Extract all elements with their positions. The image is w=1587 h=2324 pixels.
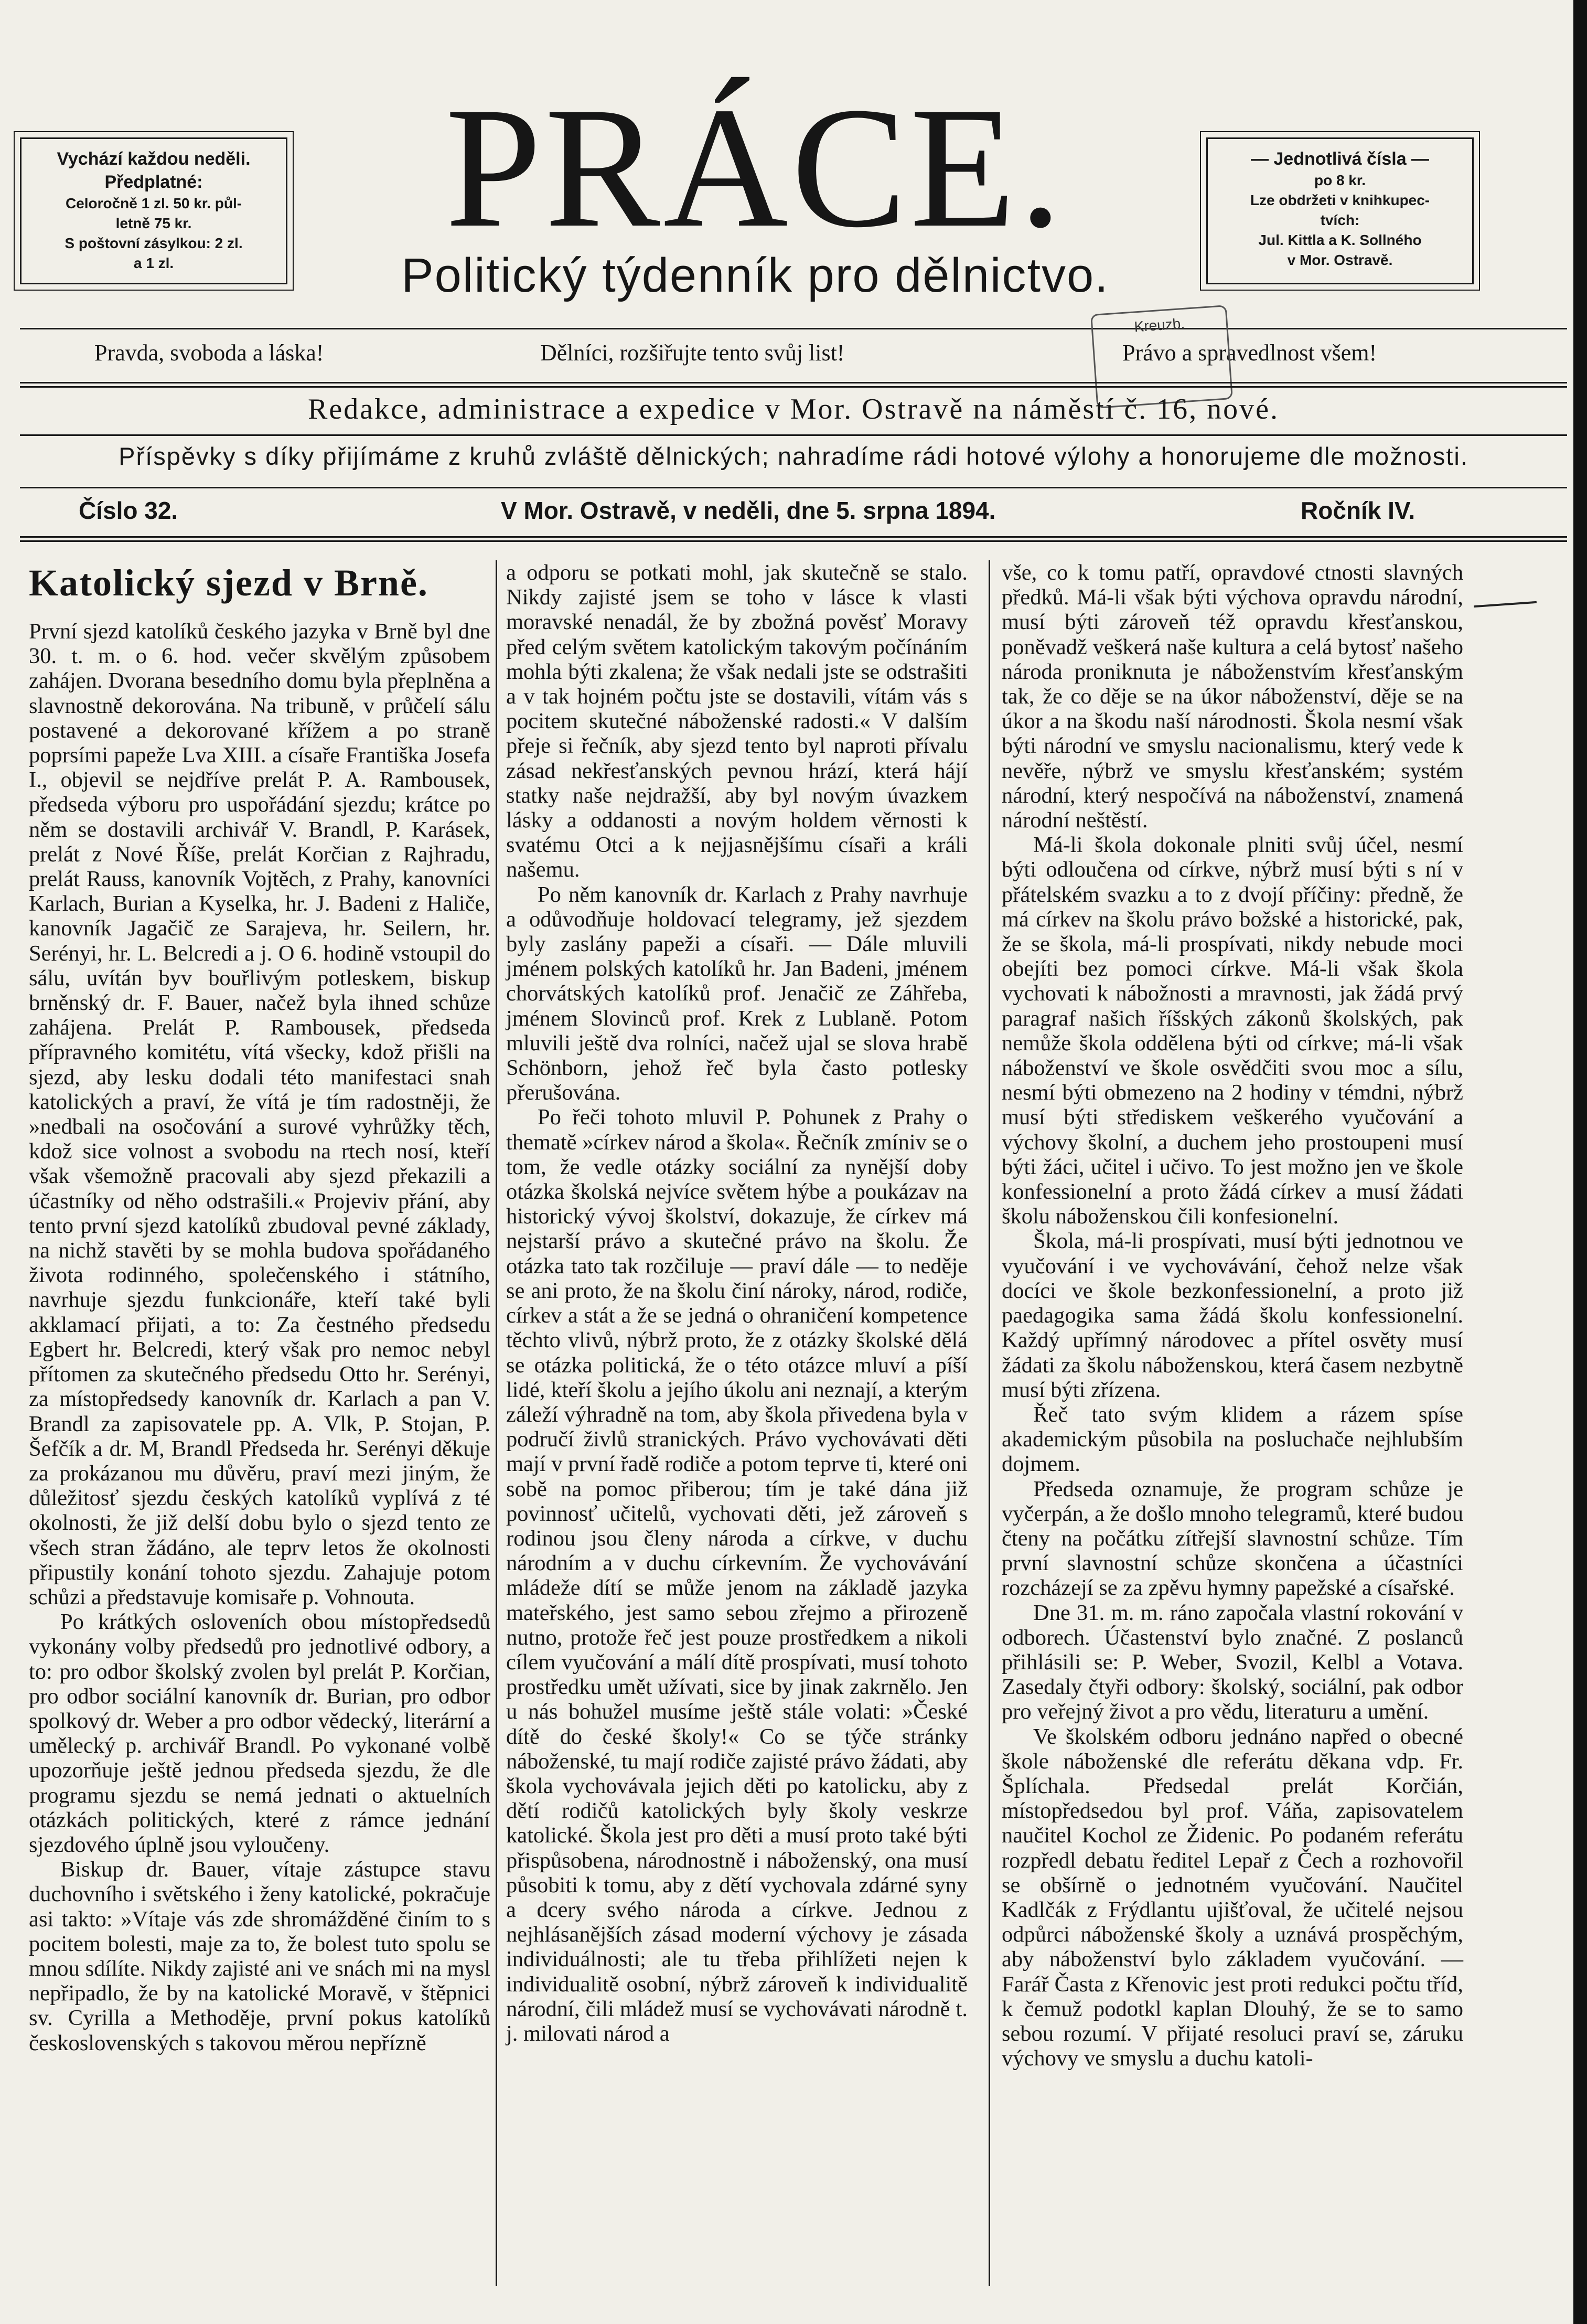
motto-left: Pravda, svoboda a láska!	[94, 340, 324, 366]
article-column-1	[29, 560, 490, 2055]
subscription-label: Předplatné:	[104, 172, 203, 192]
contributions-note: Příspěvky s díky přijímáme z kruhů zvláště dělnických; nahradíme rádi hotové výlohy a honorujeme dle možnosti.	[119, 442, 1468, 470]
subscription-line: letně 75 kr.	[115, 215, 192, 231]
divider	[20, 536, 1567, 538]
single-issue-box	[1206, 137, 1474, 284]
issue-date: V Mor. Ostravě, v neděli, dne 5. srpna 1894.	[501, 497, 996, 524]
single-issue-heading: — Jednotlivá čísla —	[1250, 149, 1430, 169]
article-paragraph: Po krátkých osloveních obou místopředsedů vykonány volby předsedů pro jednotlivé odbory, a to: pro odbor školský zvolen byl prelát P. Korčian, pro odbor sociální kanovník dr. Burian, pro odbor spolkový dr. Weber a pro odbor vědecký, literární a umělecký p. archivář Brandl. Po vykonané volbě upozorňuje ještě jednou předseda sjezdu, že dle programu sjezdu se nemá jednati o aktuelních otázkách politických, které z rámce jednání sjezdového úplně jsou vyloučeny.	[29, 1609, 490, 1857]
editorial-address: Redakce, administrace a expedice v Mor. Ostravě na náměstí č. 16, nové.	[308, 393, 1279, 425]
article-paragraph: a odporu se potkati mohl, jak skutečně se stalo. Nikdy zajisté jsem se toho v lásce k vlasti moravské nenadál, že by zbožná pověsť Moravy před celým světem katolickým takovým počínáním mohla býti zkalena; že však nedali jste se odstrašiti a v tak hojném počtu jste se dostavili, vítám vás s pocitem skutečné náboženské radosti.« V dalším přeje si řečník, aby sjezd tento byl naproti přívalu zásad nekřesťanských pevnou hrází, která hájí statky naše nejdražší, aby byl novým úvazkem lásky a oddanosti a novým holdem věrnosti k svatému Otci a k nejjasnějšímu císaři a králi našemu.	[506, 560, 968, 882]
subscription-line: S poštovní zásylkou: 2 zl.	[65, 235, 243, 251]
article-paragraph: Biskup dr. Bauer, vítaje zástupce stavu duchovního i světského i ženy katolické, pokračuje asi takto: »Vítaje vás zde shromážděné činím to s pocitem bolesti, maje za to, že bolest tuto spolu se mnou sdílíte. Nikdy zajisté ani ve snách mi na mysl nepřipadlo, že by na katolické Moravě, v štěpnici sv. Cyrilla a Methoděje, první pokus katolíků československých s takovou měrou nepřízně	[29, 1857, 490, 2055]
single-issue-line: tvích:	[1320, 212, 1360, 228]
newspaper-subtitle: Politický týdenník pro dělnictvo.	[401, 249, 1109, 302]
article-paragraph: První sjezd katolíků českého jazyka v Brně byl dne 30. t. m. o 6. hod. večer skvělým způsobem zahájen. Dvorana besedního domu byla přeplněna a slavnostně dekorována. Na tribuně, v průčelí sálu postavené a dekorované křížem a po straně poprsími papeže Lva XIII. a císaře Františka Josefa I., objevil se nejdříve prelát P. A. Rambousek, předseda výboru pro uspořádání sjezdu; krátce po něm se dostavili archivář V. Brandl, P. Karásek, prelát z Nové Říše, prelát Korčian z Rajhradu, prelát Rauss, kanovník Vojtěch, z Prahy, kanovníci Karlach, Burian a Kyselka, hr. J. Badeni z Haliče, kanovník Jagačič ze Sarajeva, hr. Seilern, hr. Serényi, hr. L. Belcredi a j. O 6. hodině vstoupil do sálu, uvítán byv bouřlivým potleskem, biskup brněnský dr. F. Bauer, načež byla ihned schůze zahájena. Prelát P. Rambousek, předseda přípravného komitétu, vítá všecky, kdož přišli na sjezd, aby lesku dodali této manifestaci snah katolických a praví, že vítá je tím radostněji, že »nedbali na osočování a surové vyhrůžky těch, kdož sice volnost a svobodu na rtech nosí, kteří však všemožně pracovali aby sjezd překazili a účastníky od něho odstrašili.« Projeviv přání, aby tento první sjezd katolíků zbudoval pevné základy, na nichž stavěti by se mohla budova spořádaného života rodinného, společenského i státního, navrhuje sjezdu funkcionáře, kteří také byli akklamací přijati, a to: Za čestného předsedu Egbert hr. Belcredi, který však pro nemoc nebyl přítomen za skutečného předsedu Otto hr. Serényi, za místopředsedy kanovník dr. Karlach a pan V. Brandl za zapisovatele pp. A. Vlk, P. Stojan, P. Šefčík a dr. M, Brandl Předseda hr. Serényi děkuje za prokázanou mu důvěru, praví mezi jiným, že důležitosť sjezdu českých katolíků vyplívá z té okolnosti, že již delší dobu bylo o sjezd tento ze všech stran žádáno, ale teprv letos že okolnosti připustily konání tohoto sjezdu. Zahajuje potom schůzi a představuje komisaře p. Vohnouta.	[29, 619, 490, 1609]
article-paragraph: Předseda oznamuje, že program schůze je vyčerpán, a že došlo mnoho telegramů, které budou čteny na počátku zítřejší slavnostní schůze. Tím první slavnostní schůze skončena a účastníci rozcházejí se za zpěvu hymny papežské a císařské.	[1002, 1476, 1463, 1601]
subscription-box	[20, 137, 287, 284]
subscription-line: a 1 zl.	[133, 255, 174, 271]
divider	[20, 434, 1567, 436]
issue-number: Číslo 32.	[79, 497, 178, 524]
column-rule	[989, 560, 990, 2286]
article-headline: Katolický sjezd v Brně.	[29, 562, 428, 604]
divider	[20, 386, 1567, 388]
article-paragraph: Ve školském odboru jednáno napřed o obecné škole náboženské dle referátu děkana vdp. Fr. Šplíchala. Předsedal prelát Korčián, místopředsedou byl prof. Váňa, zapisovatelem naučitel Kochol ze Židenic. Po podaném referátu rozpředl debatu ředitel Lepař z Čech a rozhovořil se obšírně o jednotném vyučování. Naučitel Kadlčák z Frýdlantu ujišťoval, že učitelé nejsou odpůrci náboženské školy a uznává prospěchým, aby náboženství bylo základem vyučování. — Farář Časta z Křenovic jest proti redukci počtu tříd, k čemuž podotkl kaplan Dlouhý, že se to samo sebou rozumí. V přijaté resoluci praví se, záruku výchovy ve smyslu a duchu katoli-	[1002, 1724, 1463, 2071]
article-paragraph: Má-li škola dokonale plniti svůj účel, nesmí býti odloučena od církve, nýbrž musí býti s ní v přátelském svazku a to z dvojí příčiny: předně, že má církev na školu právo božské a historické, pak, že se škola, má-li prospívati, nikdy nebude moci obejíti bez pomoci církve. Má-li však škola vychovati k nábožnosti a mravnosti, jak žádá prvý paragraf našich říšských zákonů školských, pak nemůže škola oddělena býti od církve; má-li však náboženství ve škole osvědčiti svou moc a sílu, nesmí býti obmezeno na 2 hodiny v témdni, nýbrž musí býti střediskem veškerého vyučování a výchovy školní, a duchem jeho prostoupeni musí býti žáci, učitel i učivo. To jest možno jen ve škole konfessionelní a proto žádá církev a musí žádati školu náboženskou čili konfesionelní.	[1002, 833, 1463, 1229]
publication-frequency: Vychází každou neděli.	[57, 149, 251, 169]
article-paragraph: Dne 31. m. m. ráno započala vlastní rokování v odborech. Účastenství bylo značné. Z poslanců přihlásili se: P. Weber, Svozil, Kelbl a Votava. Zasedaly čtyři odbory: školský, sociální, pak odbor pro veřejný život a pro vědu, literaturu a umění.	[1002, 1600, 1463, 1724]
article-paragraph: Po řeči tohoto mluvil P. Pohunek z Prahy o thematě »církev národ a škola«. Řečník zmíniv se o tom, že vedle otázky sociální za nynější doby otázka školská nejvíce světem hýbe a poukázav na historický vývoj školství, dokazuje, že církev má nejstarší právo a skutečné právo na školu. Že otázka tato tak rozčiluje — praví dále — to neděje se ani proto, že na školu činí nároky, národ, rodiče, církev a stát a že se jedná o ohraničení kompetence těchto vlivů, nýbrž proto, že z otázky školské dělá se otázka politická, že o této otázce mluví a píší lidé, kteří školu a jejího úkolu ani neznají, a kterým záleží výhradně na tom, aby škola přivedena byla v područí živlů stranických. Právo vychovávati děti mají v první řadě rodiče a potom teprve ti, které oni sobě na pomoc přiberou; tím je také dána již povinnosť učitelů, vychovati děti, jež zároveň s rodinou jsou členy národa a církve, v duchu národním a v duchu církevním. Že vychovávání mládeže dítí se může jenom na základě jazyka mateřského, jest samo sebou zřejmo a přirozeně nutno, protože řeč jest pouze prostředkem a nikoli cílem vyučování a málí dítě prospívati, musí tohoto prostředku umět užívati, sice by jinak zakrnělo. Jen u nás bohužel musíme ještě stále volati: »České dítě do české školy!« Co se týče stránky náboženské, tu mají rodiče zajisté právo žádati, aby škola vychovávala jejich děti po katolicku, aby z dětí rodičů katolických byly školy veskrze katolické. Škola jest pro děti a musí proto také býti přispůsobena, národnostně i náboženský, ona musí působiti k tomu, aby z dětí vychovala zdárné syny a dcery svého národa a církve. Jednou z nejhlásanějších zásad moderní výchovy je zásada individuálnosti; ale tu třeba přihlížeti nejen k individualitě osobní, nýbrž zároveň k individualitě národní, čili mládež musí se vychovávati národně t. j. milovati národ a	[506, 1105, 968, 2046]
motto-center: Dělníci, rozšiřujte tento svůj list!	[540, 340, 845, 366]
article-column-2	[506, 560, 968, 2046]
motto-right: Právo a spravedlnost všem!	[1122, 340, 1377, 366]
single-issue-line: Jul. Kittla a K. Sollného	[1258, 232, 1422, 248]
article-paragraph: Řeč tato svým klidem a rázem spíse akademickým působila na posluchače nejhlubším dojmem.	[1002, 1402, 1463, 1477]
subscription-line: Celoročně 1 zl. 50 kr. půl-	[65, 195, 242, 211]
article-column-3	[1002, 560, 1463, 2071]
single-issue-line: Lze obdržeti v knihkupec-	[1250, 192, 1430, 208]
column-rule	[496, 560, 497, 2286]
single-issue-price: po 8 kr.	[1314, 172, 1366, 188]
newspaper-title: PRÁCE.	[445, 72, 1066, 263]
divider	[20, 328, 1567, 329]
divider	[20, 487, 1567, 488]
scan-edge	[1573, 0, 1587, 2324]
issue-volume: Ročník IV.	[1301, 497, 1416, 524]
single-issue-line: v Mor. Ostravě.	[1287, 252, 1393, 268]
stamp-text: Kreuzb.	[1133, 315, 1185, 335]
divider	[20, 540, 1567, 542]
article-paragraph: Škola, má-li prospívati, musí býti jednotnou ve vyučování i ve vychovávání, čehož nelze však docíci ve škole bezkonfessionelní, a proto již paedagogika sama žádá školu konfessionelní. Každý upřímný národovec a přítel osvěty musí žádati za školu náboženskou, která časem nezbytně musí býti zřízena.	[1002, 1229, 1463, 1402]
pencil-mark	[1474, 601, 1537, 607]
article-paragraph: vše, co k tomu patří, opravdové ctnosti slavných předků. Má-li však býti výchova opravdu národní, musí býti zároveň též opravdu křesťanskou, poněvadž veškerá naše kultura a celá bytosť našeho národa proniknuta je náboženstvím křesťanským tak, že co děje se na úkor náboženství, děje se na úkor a na škodu naší národnosti. Škola nesmí však býti národní ve smyslu nacionalismu, který vede k nevěře, nýbrž ve smyslu křesťanském; systém národní, který nespočívá na náboženství, znamená národní neštěstí.	[1002, 560, 1463, 833]
divider	[20, 382, 1567, 383]
article-paragraph: Po něm kanovník dr. Karlach z Prahy navrhuje a odůvodňuje holdovací telegramy, jež sjezdem byly zaslány papeži a císaři. — Dále mluvili jménem polských katolíků hr. Jan Badeni, jménem chorvátských katolíků prof. Jenačič ze Záhřeba, jménem Slovinců prof. Krek z Lublaně. Potom mluvili ještě dva rolníci, načež ujal se slova hrabě Schönborn, jehož řeč byla často potlesky přerušována.	[506, 882, 968, 1105]
